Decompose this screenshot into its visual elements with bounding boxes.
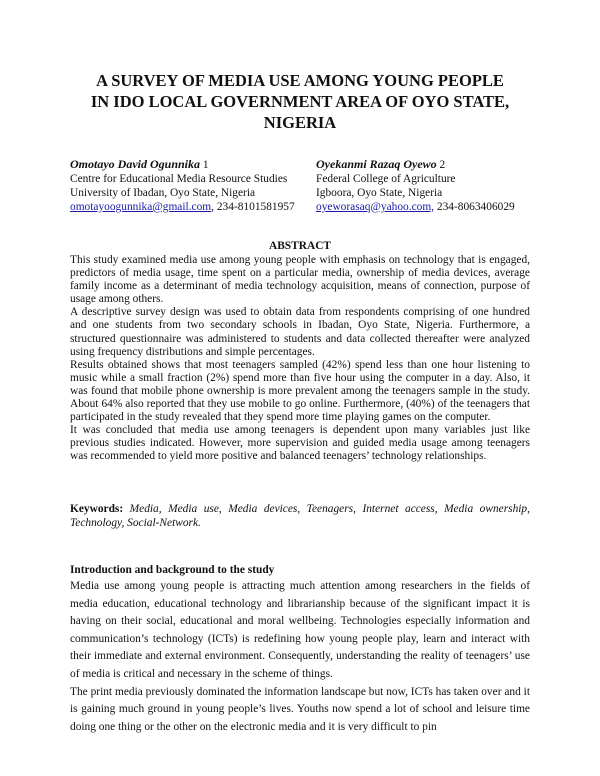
intro-paragraph: The print media previously dominated the information landscape but now, ICTs has taken over and it is gaining much ground in young people’s lives. Youths now spend a lot of school and leisure time doing one thing or the other on the electronic media and it is very difficult to pin — [70, 685, 530, 733]
title-line-2: IN IDO LOCAL GOVERNMENT AREA OF OYO STATE, — [90, 92, 510, 111]
paper-title — [60, 70, 540, 133]
author-name: Omotayo David Ogunnika — [70, 157, 201, 171]
author-phone: , 234-8101581957 — [211, 200, 295, 213]
author-phone: 234-8063406029 — [434, 200, 515, 213]
author-affiliation: Centre for Educational Media Resource Studies — [70, 172, 288, 185]
intro-paragraph: Media use among young people is attracting much attention among researchers in the fields of media education, educational technology and librarianship because of the significant impact it is having on their social, educational and moral wellbeing. Technologies especially information and communication’s technology (ICTs) is redefining how young people play, learn and interact with their immediate and external environment. Consequently, understanding the reality of teenagers’ use of media is critical and necessary in the scheme of things. — [70, 580, 530, 680]
author-number: 1 — [202, 159, 209, 171]
author-affiliation: Federal College of Agriculture — [316, 172, 456, 185]
author-block-1 — [70, 158, 335, 215]
author-location: Igboora, Oyo State, Nigeria — [316, 186, 443, 199]
author-block-2 — [316, 158, 576, 215]
abstract-paragraph: This study examined media use among young people with emphasis on technology that is engaged, predictors of media usage, time spent on a particular media, ownership of media devices, average family income as a determinant of media technology acquisition, means of connection, purpose of usage among others. — [70, 254, 530, 306]
author-email-link[interactable]: oyeworasaq@yahoo.com, — [316, 200, 435, 213]
abstract-paragraph: A descriptive survey design was used to obtain data from respondents comprising of one hundred and one students from two secondary schools in Ibadan, Oyo State, Nigeria. Furthermore, a structured questionnaire was administered to students and data collected thereafter were analyzed using frequency distributions and simple percentages. — [70, 306, 530, 358]
intro-body — [70, 578, 530, 736]
abstract-heading: ABSTRACT — [268, 240, 332, 252]
keywords-label: Keywords: — [70, 503, 124, 515]
author-number: 2 — [439, 159, 446, 171]
keywords-text: Media, Media use, Media devices, Teenagers, Internet access, Media ownership, Technology, Social-Network. — [70, 503, 530, 529]
abstract-body — [70, 254, 530, 464]
title-line-3: NIGERIA — [263, 113, 337, 132]
title-line-1: A SURVEY OF MEDIA USE AMONG YOUNG PEOPLE — [96, 71, 504, 90]
abstract-paragraph: It was concluded that media use among teenagers is dependent upon many variables just like previous studies indicated. However, more supervision and guided media usage among teenagers was recommended to yield more positive and balanced teenagers’ technology relationships. — [70, 424, 530, 463]
abstract-paragraph: Results obtained shows that most teenagers sampled (42%) spend less than one hour listening to music while a small fraction (2%) spend more than five hour using the computer in a day. Also, it was found that mobile phone ownership is more prevalent among the teenagers sample in the study. About 64% also reported that they use mobile to go online. Furthermore, (40%) of the teenagers that participated in the study revealed that they spend more time playing games on the computer. — [70, 358, 530, 424]
keywords — [70, 503, 530, 530]
author-location: University of Ibadan, Oyo State, Nigeria — [70, 186, 256, 199]
author-email-link[interactable]: omotayoogunnika@gmail.com — [70, 200, 212, 213]
author-name: Oyekanmi Razaq Oyewo — [316, 157, 437, 171]
intro-heading: Introduction and background to the study — [70, 564, 275, 576]
